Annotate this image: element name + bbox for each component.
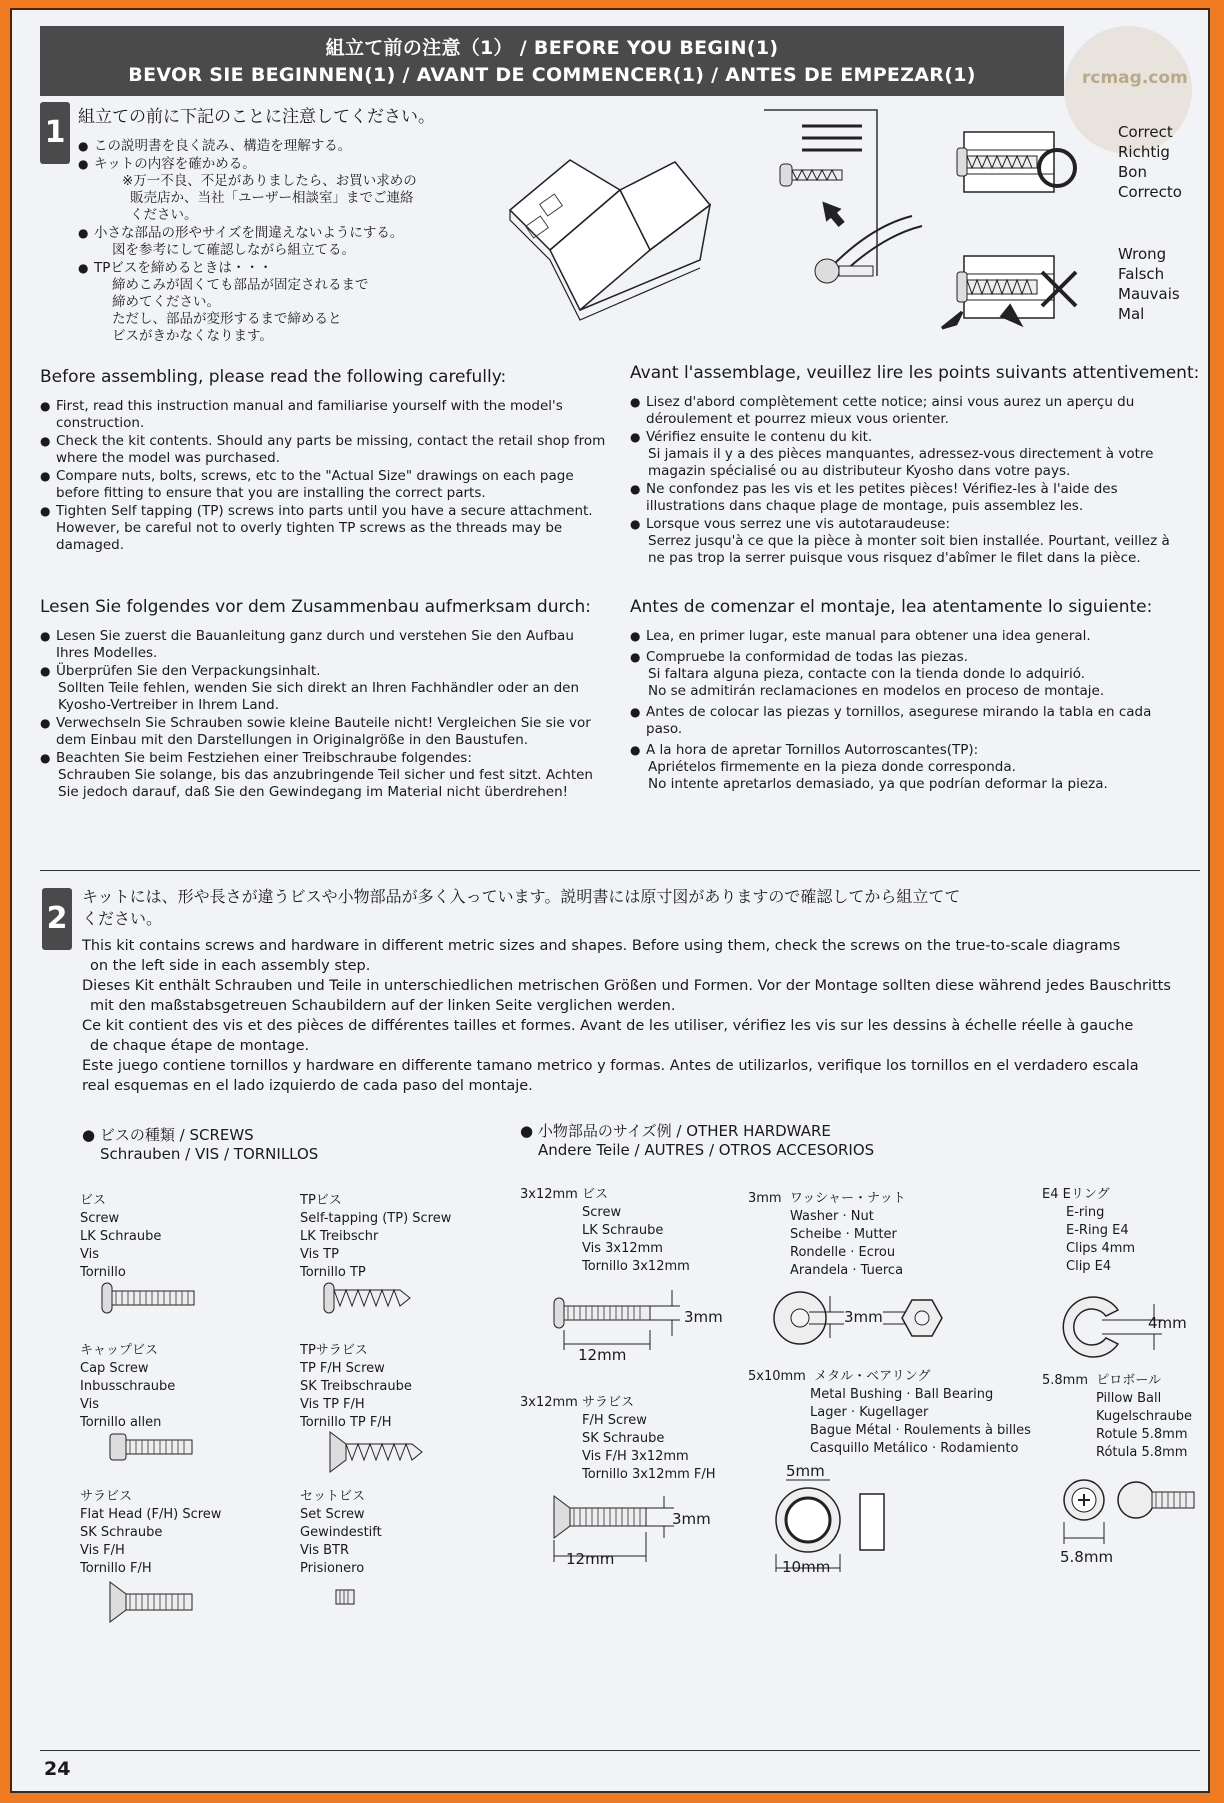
step-1-badge: 1 <box>40 102 70 164</box>
en-list-item: ● Tighten Self tapping (TP) screws into parts until you have a secure attachment. However, be careful not to overly tighten TP screws as the threads may be damaged. <box>40 503 620 554</box>
french-list <box>630 394 1200 567</box>
de-list-item: ● Lesen Sie zuerst die Bauanleitung ganz durch und verstehen Sie den Aufbau Ihres Modelles. <box>40 628 620 662</box>
en-list-item: ● First, read this instruction manual and familiarise yourself with the model's construction. <box>40 398 620 432</box>
de-list-item: ● Überprüfen Sie den Verpackungsinhalt. Sollten Teile fehlen, wenden Sie sich direkt an Ihren Fachhändler oder an den Kyosho-Vertreiber in Ihrem Land. <box>40 663 620 714</box>
tp-fh-screw-icon <box>330 1430 430 1474</box>
es-list-item: ● Lea, en primer lugar, este manual para obtener una idea general. <box>630 628 1200 645</box>
es-list-item: ● Antes de colocar las piezas y tornillos, asegurese mirando la tabla en cada paso. <box>630 704 1200 738</box>
de-list-item: ● Beachten Sie beim Festziehen einer Treibschraube folgendes: Schrauben Sie solange, bis das anzubringende Teil sicher und fest sitzt. Achten Sie jedoch darauf, daß Sie den Gewindegang im Material nicht überdrehen! <box>40 750 620 801</box>
fr-list-item: ● Vérifiez ensuite le contenu du kit. Si jamais il y a des pièces manquantes, adressez-vous directement à votre magazin spécialisé ou au distributeur Kyosho dans votre pays. <box>630 429 1200 480</box>
hw-ering-label: E4 Eリング E-ring E-Ring E4 Clips 4mm Clip E4 <box>1042 1187 1136 1274</box>
hw-bushing-outer: 10mm <box>782 1558 831 1576</box>
page-header <box>40 26 1064 96</box>
hw-ering-dia: 4mm <box>1148 1314 1187 1332</box>
german-section <box>40 596 620 802</box>
screw-type-label: ビス Screw LK Schraube Vis Tornillo <box>80 1193 162 1280</box>
hw-fh-dia: 3mm <box>672 1510 711 1528</box>
spanish-section <box>630 596 1200 797</box>
hw-bushing-inner: 5mm <box>786 1462 825 1480</box>
fr-list-item: ● Lorsque vous serrez une vis autotaraudeuse: Serrez jusqu'à ce que la pièce à monter soit bien installée. Pourtant, veillez à ne pas trop la serrer puisque vous risquez d'abîmer le filet dans la pièce. <box>630 516 1200 567</box>
jp-list-item: ● この説明書を良く読み、構造を理解する。 <box>78 138 498 155</box>
hw-screw-dia: 3mm <box>684 1308 723 1326</box>
watermark-text: rcmag.com <box>1082 68 1188 88</box>
screw-icon <box>102 1278 202 1318</box>
hw-ball-dia: 5.8mm <box>1060 1548 1114 1566</box>
german-list <box>40 628 620 801</box>
screw-type-label: TPサラビス TP F/H Screw SK Treibschraube Vis TP F/H Tornillo TP F/H <box>300 1343 412 1430</box>
hw-fh-len: 12mm <box>566 1550 615 1568</box>
jp-list-item: ● TPビスを締めるときは・・・ 締めこみが固くても部品が固定されるまで 締めてください。 ただし、部品が変形するまで締めると ビスがきかなくなります。 <box>78 260 498 345</box>
jp-list-item: ● キットの内容を確かめる。 ※万一不良、不足がありましたら、お買い求めの 販売店か、当社「ユーザー相談室」までご連絡 ください。 <box>78 156 498 224</box>
hw-bushing-label: 5x10mm メタル・ベアリング Metal Bushing · Ball Bearing Lager · Kugellager Bague Métal · Roulements à billes Casquillo Metálico · Rodamiento <box>748 1369 1031 1456</box>
pillow-ball-icon <box>1060 1478 1200 1548</box>
es-list-item: ● Compruebe la conformidad de todas las piezas. Si faltara alguna pieza, contacte con la tienda donde lo adquirió. No se admitirán reclamaciones en modelos en proceso de montaje. <box>630 649 1200 700</box>
hw-screw-label: 3x12mm ビス Screw LK Schraube Vis 3x12mm Tornillo 3x12mm <box>520 1187 690 1274</box>
fr-list-item: ● Ne confondez pas les vis et les petites pièces! Vérifiez-les à l'aide des illustrations dans chaque plage de montage, puis assemblez les. <box>630 481 1200 515</box>
de-list-item: ● Verwechseln Sie Schrauben sowie kleine Bauteile nicht! Vergleichen Sie sie vor dem Einbau mit den Darstellungen in Originalgröße in den Baustufen. <box>40 715 620 749</box>
page-number: 24 <box>44 1758 71 1780</box>
french-section <box>630 362 1200 568</box>
spanish-title: Antes de comenzar el montaje, lea atentamente lo siguiente: <box>630 597 1153 617</box>
footer-rule <box>40 1750 1200 1751</box>
correct-labels: Correct Richtig Bon Correcto <box>1118 123 1182 201</box>
screw-type-label: TPビス Self-tapping (TP) Screw LK Treibschr Vis TP Tornillo TP <box>300 1193 452 1280</box>
fh-screw-icon <box>110 1580 200 1624</box>
en-list-item: ● Compare nuts, bolts, screws, etc to the "Actual Size" drawings on each page before fitting to ensure that you are installing the correct parts. <box>40 468 620 502</box>
hardware-heading: ● 小物部品のサイズ例 / OTHER HARDWARE Andere Teile / AUTRES / OTROS ACCESORIOS <box>520 1122 875 1159</box>
wrong-labels: Wrong Falsch Mauvais Mal <box>1118 245 1180 323</box>
step-2-badge: 2 <box>42 888 72 950</box>
tp-screw-diagram <box>752 106 1072 336</box>
hw-washer-dia: 3mm <box>844 1308 883 1326</box>
hw-fh-label: 3x12mm サラビス F/H Screw SK Schraube Vis F/H 3x12mm Tornillo 3x12mm F/H <box>520 1395 716 1482</box>
french-title: Avant l'assemblage, veuillez lire les points suivants attentivement: <box>630 363 1200 383</box>
screw-type-label: キャップビス Cap Screw Inbusschraube Vis Tornillo allen <box>80 1343 176 1430</box>
section-divider <box>40 870 1200 871</box>
fr-list-item: ● Lisez d'abord complètement cette notice; ainsi vous aurez un aperçu du déroulement et pourrez mieux vous orienter. <box>630 394 1200 428</box>
open-manual-illustration <box>500 150 720 320</box>
es-list-item: ● A la hora de apretar Tornillos Autorroscantes(TP): Apriételos firmemente en la pieza donde corresponda. No intente apretarlos demasiado, ya que podrían deformar la pieza. <box>630 742 1200 793</box>
step-2-multilang-text: This kit contains screws and hardware in different metric sizes and shapes. Before using them, check the screws on the true-to-scale diagrams on the left side in each assembly step. Dieses Kit enthält Schrauben und Teile in unterschiedlichen metrischen Größen und Formen. Vor der Montage sollten diese während jedes Bauschritts mit den maßstabsgetreuen Schaubildern auf der linken Seite verglichen werden. Ce kit contient des vis et des pièces de différentes tailles et formes. Avant de les utiliser, vérifiez les vis sur les dessins à échelle réelle à gauche de chaque étape de montage. Este juego contiene tornillos y hardware en differente tamano metrico y formas. Antes de utilizarlos, verifique los tornillos en el verdadero escala real esquemas en el lado izquierdo de cada paso del montaje. <box>82 938 1171 1094</box>
set-screw-icon <box>334 1586 358 1610</box>
step-2-jp-text: キットには、形や長さが違うビスや小物部品が多く入っています。説明書には原寸図がありますので確認してから組立てて ください。 <box>82 887 961 928</box>
cap-screw-icon <box>110 1430 200 1466</box>
hw-washer-label: 3mm ワッシャー・ナット Washer · Nut Scheibe · Mutter Rondelle · Ecrou Arandela · Tuerca <box>748 1191 906 1278</box>
header-line-1: 組立て前の注意（1） / BEFORE YOU BEGIN(1) <box>325 37 779 59</box>
hw-screw-len: 12mm <box>578 1346 627 1364</box>
jp-list-item: ● 小さな部品の形やサイズを間違えないようにする。 図を参考にして確認しながら組立てる。 <box>78 225 498 259</box>
screw-type-label: セットビス Set Screw Gewindestift Vis BTR Prisionero <box>300 1489 382 1576</box>
tp-screw-icon <box>324 1278 424 1318</box>
spanish-list <box>630 628 1200 793</box>
header-line-2: BEVOR SIE BEGINNEN(1) / AVANT DE COMMENCER(1) / ANTES DE EMPEZAR(1) <box>128 64 976 86</box>
en-list-item: ● Check the kit contents. Should any parts be missing, contact the retail shop from where the model was purchased. <box>40 433 620 467</box>
step-1-jp-list <box>78 138 498 346</box>
manual-page <box>10 8 1210 1793</box>
screw-type-label: サラビス Flat Head (F/H) Screw SK Schraube Vis F/H Tornillo F/H <box>80 1489 222 1576</box>
screws-heading: ● ビスの種類 / SCREWS Schrauben / VIS / TORNILLOS <box>82 1126 319 1163</box>
english-title: Before assembling, please read the following carefully: <box>40 367 507 387</box>
hw-ball-label: 5.8mm ピロボール Pillow Ball Kugelschraube Rotule 5.8mm Rótula 5.8mm <box>1042 1373 1192 1460</box>
german-title: Lesen Sie folgendes vor dem Zusammenbau aufmerksam durch: <box>40 597 591 617</box>
step-1-jp-title: 組立ての前に下記のことに注意してください。 <box>78 107 435 127</box>
english-section <box>40 366 620 555</box>
english-list <box>40 398 620 554</box>
